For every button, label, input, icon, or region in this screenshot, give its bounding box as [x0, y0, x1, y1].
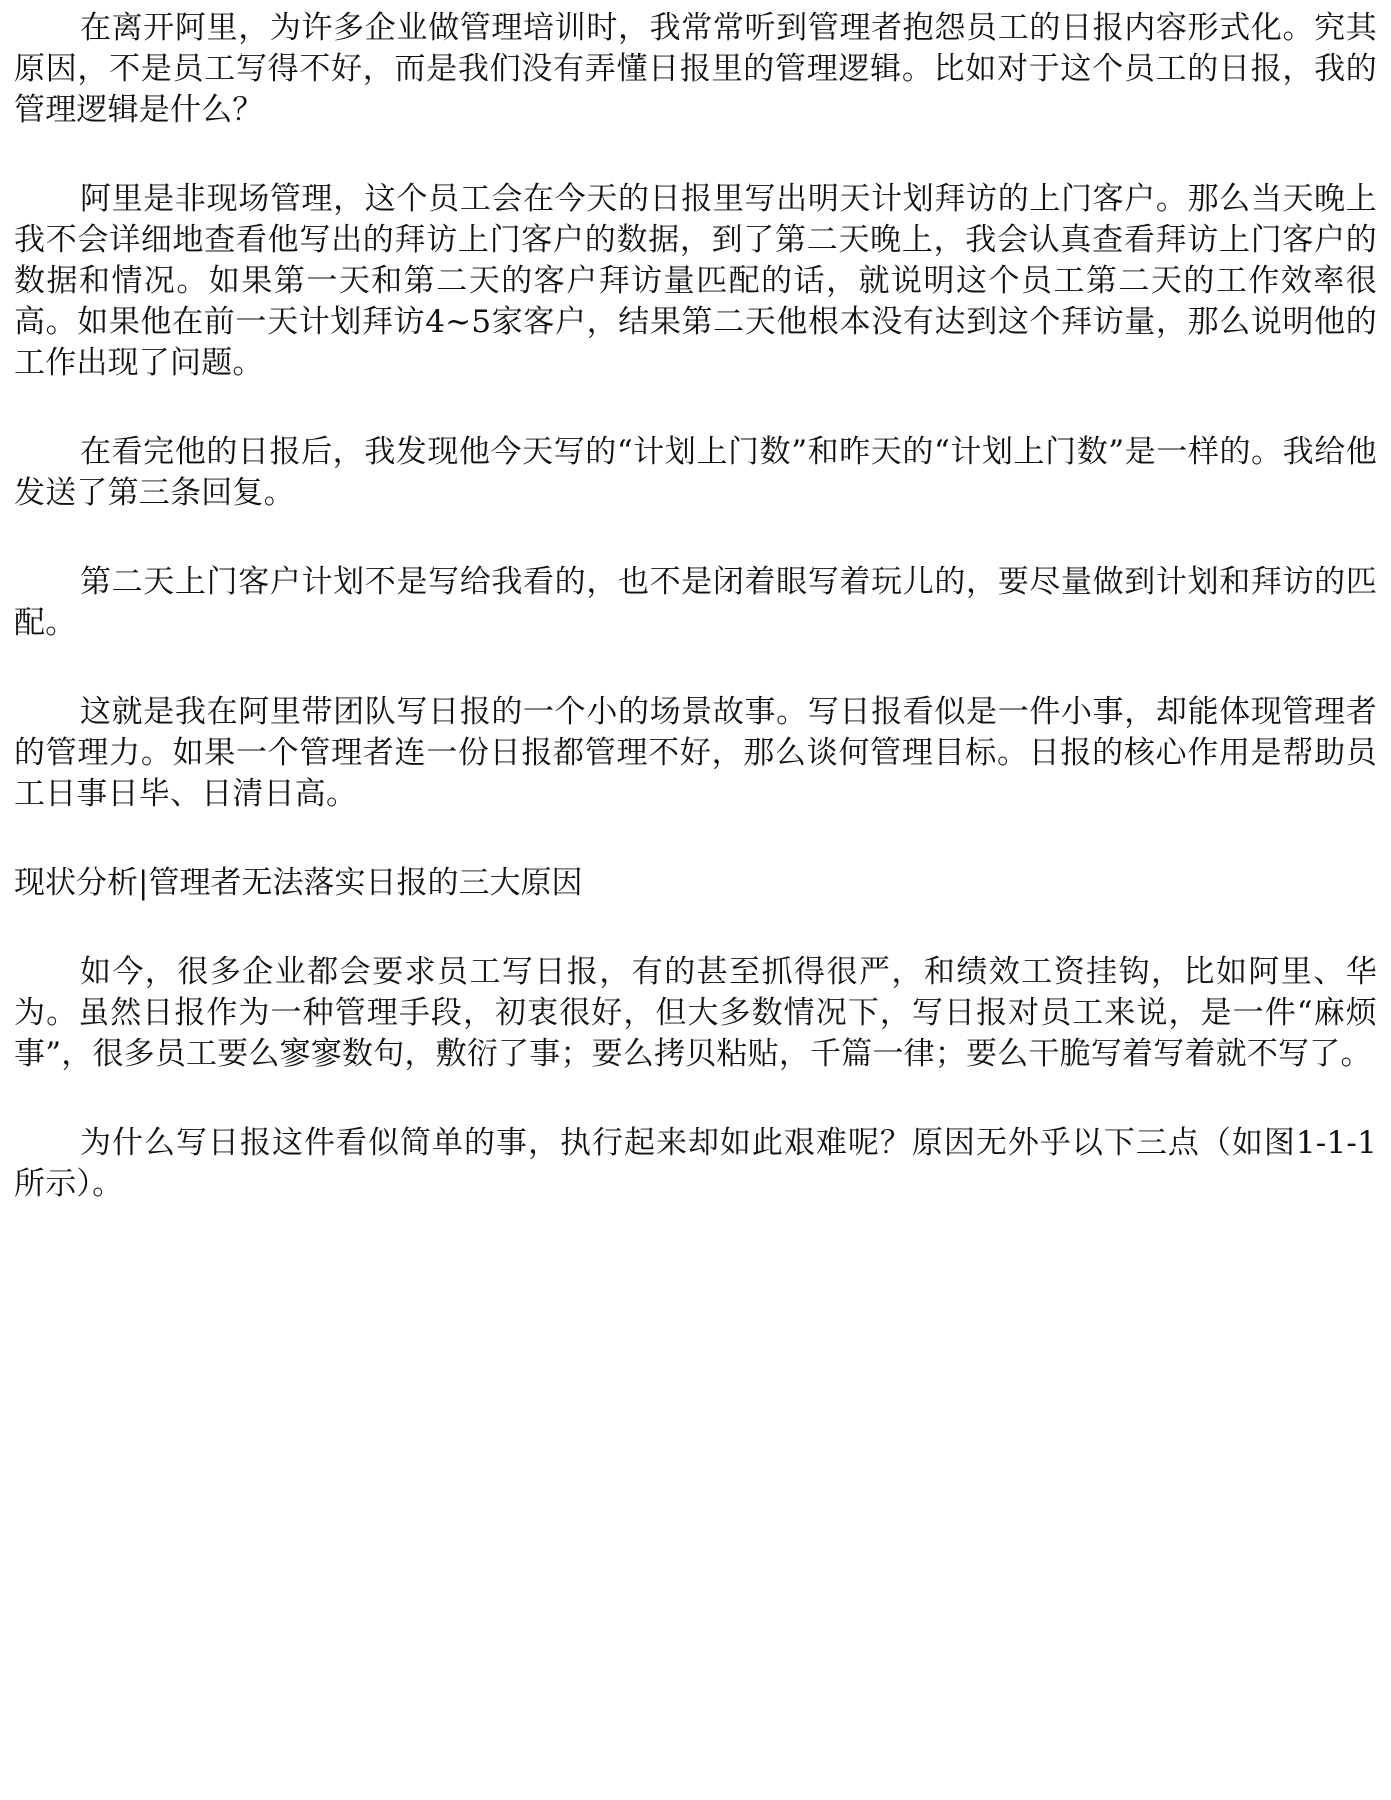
section-heading: 现状分析|管理者无法落实日报的三大原因 [14, 865, 583, 901]
paragraph-6: 如今，很多企业都会要求员工写日报，有的甚至抓得很严，和绩效工资挂钩，比如阿里、华为。虽然日报作为一种管理手段，初衷很好，但大多数情况下，写日报对员工来说，是一件“麻烦事”，很多员工要么寥寥数句，敷衍了事；要么拷贝粘贴，千篇一律；要么干脆写着写着就不写了。 [14, 954, 1377, 1072]
paragraph-7: 为什么写日报这件看似简单的事，执行起来却如此艰难呢？原因无外乎以下三点（如图1-1-1所示）。 [14, 1125, 1377, 1202]
paragraph-5: 这就是我在阿里带团队写日报的一个小的场景故事。写日报看似是一件小事，却能体现管理者的管理力。如果一个管理者连一份日报都管理不好，那么谈何管理目标。日报的核心作用是帮助员工日事日毕、日清日高。 [14, 694, 1377, 812]
paragraph-3: 在看完他的日报后，我发现他今天写的“计划上门数”和昨天的“计划上门数”是一样的。我给他发送了第三条回复。 [14, 434, 1377, 511]
paragraph-2: 阿里是非现场管理，这个员工会在今天的日报里写出明天计划拜访的上门客户。那么当天晚上我不会详细地查看他写出的拜访上门客户的数据，到了第二天晚上，我会认真查看拜访上门客户的数据和情况。如果第一天和第二天的客户拜访量匹配的话，就说明这个员工第二天的工作效率很高。如果他在前一天计划拜访4~5家客户，结果第二天他根本没有达到这个拜访量，那么说明他的工作出现了问题。 [14, 181, 1377, 381]
paragraph-1: 在离开阿里，为许多企业做管理培训时，我常常听到管理者抱怨员工的日报内容形式化。究其原因，不是员工写得不好，而是我们没有弄懂日报里的管理逻辑。比如对于这个员工的日报，我的管理逻辑是什么？ [14, 10, 1377, 128]
paragraph-4: 第二天上门客户计划不是写给我看的，也不是闭着眼写着玩儿的，要尽量做到计划和拜访的匹配。 [14, 564, 1377, 641]
document-page [14, 8, 1377, 1253]
